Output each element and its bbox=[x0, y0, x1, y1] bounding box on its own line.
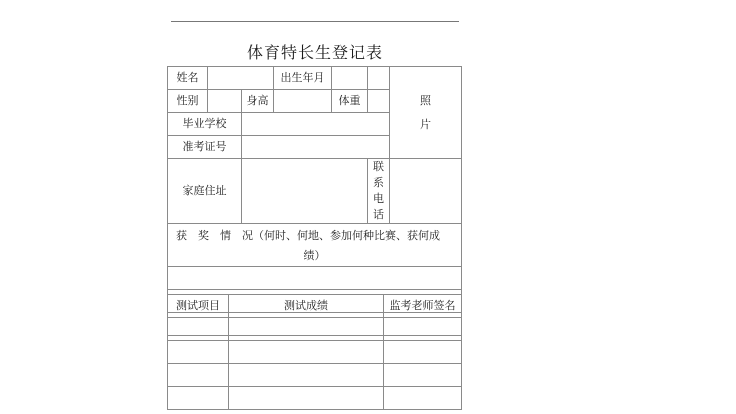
top-rule bbox=[171, 21, 459, 22]
photo-label-2: 片 bbox=[420, 117, 431, 131]
gender-field[interactable] bbox=[208, 90, 242, 113]
height-label: 身高 bbox=[242, 90, 274, 113]
test-table bbox=[167, 294, 462, 410]
weight-field[interactable] bbox=[368, 90, 390, 113]
contact-field[interactable] bbox=[390, 159, 462, 224]
test-item-cell[interactable] bbox=[168, 341, 229, 364]
ticket-field[interactable] bbox=[242, 136, 390, 159]
contact-label-2: 电话 bbox=[373, 192, 384, 221]
proctor-cell[interactable] bbox=[384, 387, 462, 410]
name-label: 姓名 bbox=[168, 67, 208, 90]
awards-label: 获 奖 情 况（何时、何地、参加何种比赛、获何成 bbox=[176, 229, 440, 242]
name-field[interactable] bbox=[208, 67, 274, 90]
height-field[interactable] bbox=[274, 90, 332, 113]
proctor-cell[interactable] bbox=[384, 341, 462, 364]
photo-label-1: 照 bbox=[420, 93, 431, 107]
weight-label: 体重 bbox=[332, 90, 368, 113]
form-title: 体育特长生登记表 bbox=[246, 43, 383, 62]
proctor-cell[interactable] bbox=[384, 318, 462, 341]
birth-field[interactable] bbox=[332, 67, 368, 90]
gender-label: 性别 bbox=[168, 90, 208, 113]
school-field[interactable] bbox=[242, 113, 390, 136]
test-item-cell[interactable] bbox=[168, 387, 229, 410]
birth-field-extra[interactable] bbox=[368, 67, 390, 90]
proctor-header: 监考老师签名 bbox=[384, 295, 462, 318]
address-label: 家庭住址 bbox=[168, 159, 242, 224]
birth-label: 出生年月 bbox=[274, 67, 332, 90]
photo-box bbox=[390, 67, 462, 159]
test-score-header: 测试成绩 bbox=[229, 295, 384, 318]
test-item-header: 测试项目 bbox=[168, 295, 229, 318]
test-score-cell[interactable] bbox=[229, 318, 384, 341]
test-score-cell[interactable] bbox=[229, 387, 384, 410]
test-item-cell[interactable] bbox=[168, 318, 229, 341]
ticket-label: 准考证号 bbox=[168, 136, 242, 159]
awards-header bbox=[168, 224, 462, 267]
test-score-cell[interactable] bbox=[229, 341, 384, 364]
test-score-cell[interactable] bbox=[229, 364, 384, 387]
test-item-cell[interactable] bbox=[168, 364, 229, 387]
proctor-cell[interactable] bbox=[384, 364, 462, 387]
school-label: 毕业学校 bbox=[168, 113, 242, 136]
address-field[interactable] bbox=[242, 159, 368, 224]
awards-line-1[interactable] bbox=[168, 267, 462, 290]
awards-label-cont: 绩） bbox=[303, 249, 326, 262]
contact-label-1: 联系 bbox=[373, 160, 384, 189]
contact-label bbox=[368, 159, 390, 224]
